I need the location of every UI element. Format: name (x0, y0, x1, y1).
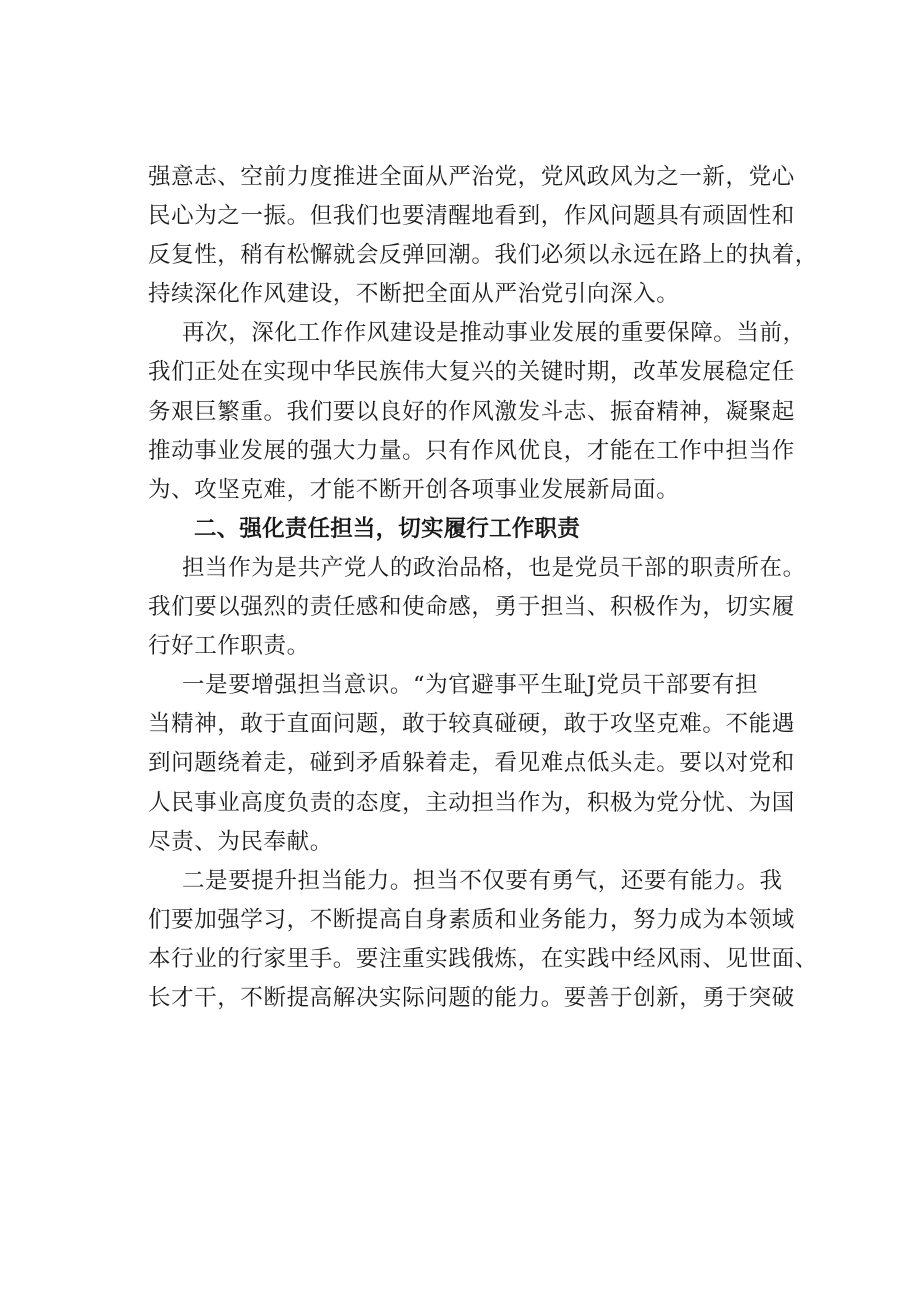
paragraph-first-line: 二是要提升担当能力。担当不仅要有勇气，还要有能力。我 (182, 867, 783, 894)
text-line: 行好工作职责。 (148, 633, 310, 660)
text-line: 人民事业高度负责的态度，主动担当作为，积极为党分忧、为国 (148, 789, 795, 816)
text-line: 民心为之一振。但我们也要清醒地看到，作风问题具有顽固性和 (148, 203, 795, 230)
text-line: 我们要以强烈的责任感和使命感，勇于担当、积极作为，切实履 (148, 594, 795, 621)
paragraph-first-line: 担当作为是共产党人的政治品格，也是党员干部的职责所在。 (182, 554, 806, 581)
paragraph-first-line: 一是要增强担当意识。“为官避事平生耻J党员干部要有担 (182, 672, 759, 699)
text-line: 们要加强学习，不断提高自身素质和业务能力，努力成为本领域 (148, 906, 795, 933)
text-line: 长才干，不断提高解决实际问题的能力。要善于创新，勇于突破 (148, 984, 795, 1011)
text-line: 当精神，敢于直面问题，敢于较真碰硬，敢于攻坚克难。不能遇 (148, 711, 795, 738)
text-line: 务艰巨繁重。我们要以良好的作风激发斗志、振奋精神，凝聚起 (148, 398, 795, 425)
text-line: 尽责、为民奉献。 (148, 828, 333, 855)
text-line: 我们正处在实现中华民族伟大复兴的关键时期，改革发展稳定任 (148, 359, 795, 386)
document-body (148, 158, 818, 1018)
text-line: 持续深化作风建设，不断把全面从严治党引向深入。 (148, 281, 680, 308)
text-line: 到问题绕着走，碰到矛盾躲着走，看见难点低头走。要以对党和 (148, 750, 795, 777)
text-line: 反复性，稍有松懈就会反弹回潮。我们必须以永远在路上的执着， (148, 242, 818, 269)
text-line: 为、攻坚克难，才能不断开创各项事业发展新局面。 (148, 476, 680, 503)
text-line: 推动事业发展的强大力量。只有作风优良，才能在工作中担当作 (148, 437, 795, 464)
paragraph-first-line: 再次，深化工作作风建设是推动事业发展的重要保障。当前， (182, 320, 806, 347)
text-line: 本行业的行家里手。要注重实践俄炼，在实践中经风雨、见世面、 (148, 945, 818, 972)
text-line: 强意志、空前力度推进全面从严治党，党风政风为之一新，党心 (148, 164, 795, 190)
section-heading: 二、强化责任担当，切实履行工作职责 (194, 515, 580, 542)
